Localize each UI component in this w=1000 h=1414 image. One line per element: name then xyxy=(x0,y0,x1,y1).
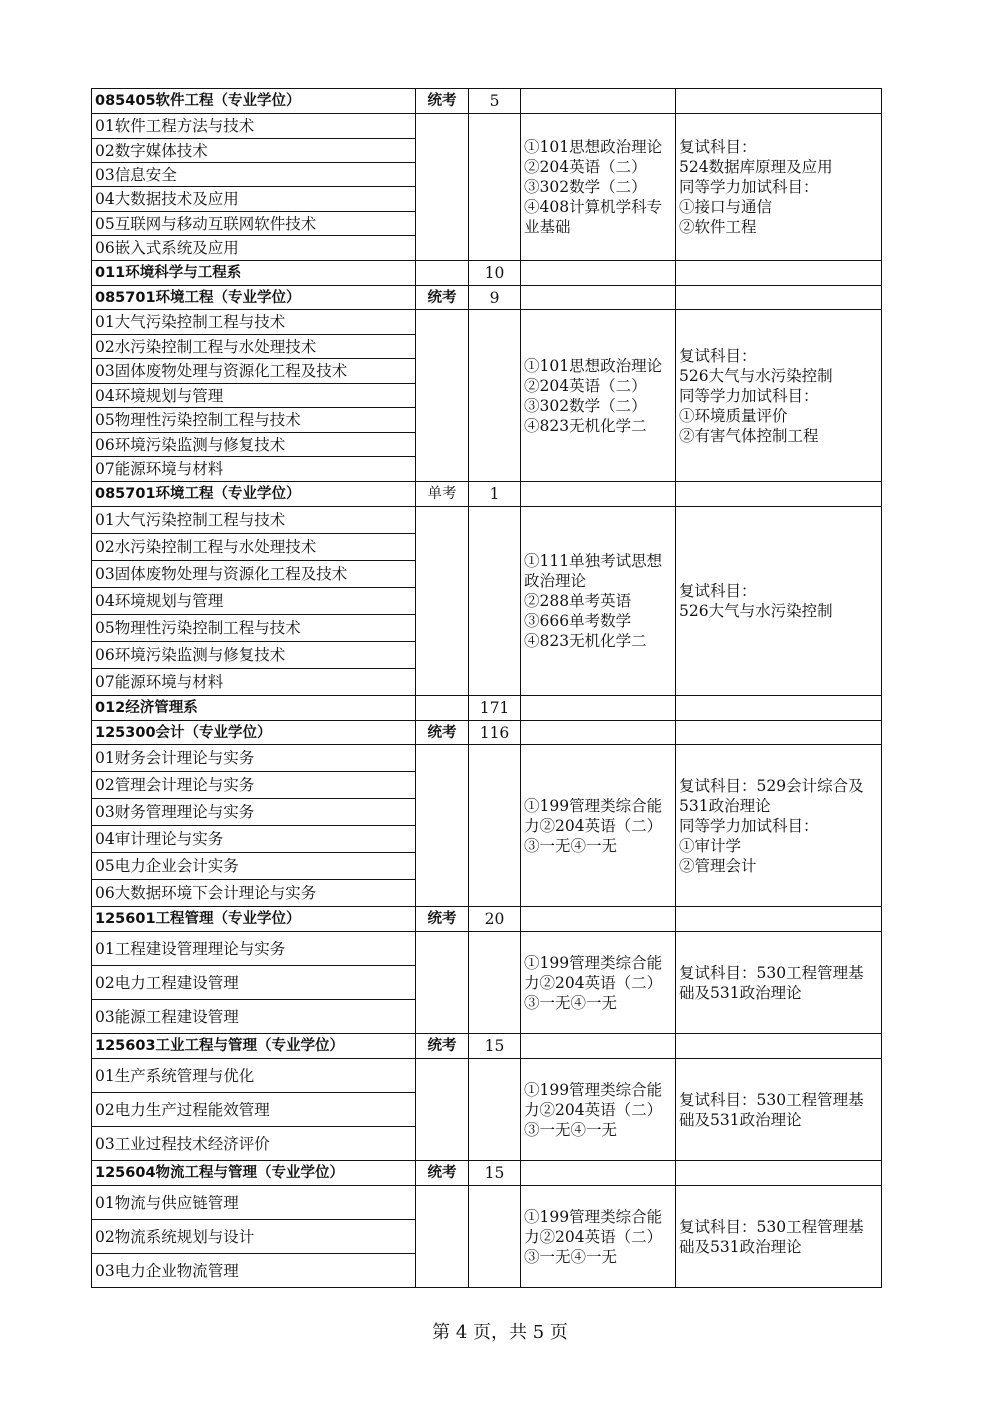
subject-line: 力②204英语（二） xyxy=(524,1100,663,1119)
major-row xyxy=(92,1034,882,1059)
research-direction: 02水污染控制工程与水处理技术 xyxy=(92,335,416,359)
enrollment-count: 10 xyxy=(469,261,521,286)
blank-cell xyxy=(469,507,521,696)
subject-line: ③一无④一无 xyxy=(524,836,618,855)
retest-line: 531政治理论 xyxy=(679,796,771,815)
research-direction: 06环境污染监测与修复技术 xyxy=(92,642,416,669)
research-direction: 06嵌入式系统及应用 xyxy=(92,236,416,261)
exam-type: 统考 xyxy=(416,721,469,745)
subject-line: 力②204英语（二） xyxy=(524,816,663,835)
subject-line: ③一无④一无 xyxy=(524,993,618,1012)
major-row xyxy=(92,286,882,310)
blank-cell xyxy=(416,1059,469,1161)
subject-line: 政治理论 xyxy=(524,572,587,590)
subject-line: ③302数学（二） xyxy=(524,178,647,196)
direction-row xyxy=(92,1186,882,1220)
research-direction: 05互联网与移动互联网软件技术 xyxy=(92,212,416,236)
blank-cell xyxy=(676,1161,882,1186)
research-direction: 01生产系统管理与优化 xyxy=(92,1059,416,1093)
subject-line: ①199管理类综合能 xyxy=(524,796,663,815)
major-name: 125601工程管理（专业学位） xyxy=(92,907,416,932)
blank-cell xyxy=(521,482,676,507)
blank-cell xyxy=(416,1186,469,1288)
blank-cell xyxy=(416,932,469,1034)
blank-cell xyxy=(416,745,469,907)
research-direction: 05物理性污染控制工程与技术 xyxy=(92,615,416,642)
research-direction: 02管理会计理论与实务 xyxy=(92,772,416,799)
retest-line: 复试科目：530工程管理基 xyxy=(679,1217,864,1236)
blank-cell xyxy=(416,310,469,482)
exam-subjects xyxy=(521,114,676,261)
major-name: 125604物流工程与管理（专业学位） xyxy=(92,1161,416,1186)
subject-line: ④823无机化学二 xyxy=(524,416,647,435)
direction-row xyxy=(92,310,882,335)
exam-subjects xyxy=(521,310,676,482)
subject-line: ①111单独考试思想 xyxy=(524,552,663,570)
retest-line: ②管理会计 xyxy=(679,856,757,875)
research-direction: 01物流与供应链管理 xyxy=(92,1186,416,1220)
research-direction: 04环境规划与管理 xyxy=(92,384,416,408)
retest-line: 础及531政治理论 xyxy=(679,1110,802,1129)
blank-cell xyxy=(676,907,882,932)
blank-cell xyxy=(469,114,521,261)
blank-cell xyxy=(469,1059,521,1161)
major-name: 085701环境工程（专业学位） xyxy=(92,286,416,310)
retest-line: ①审计学 xyxy=(679,836,742,855)
subject-line: ②288单考英语 xyxy=(524,592,632,610)
retest-line: 同等学力加试科目： xyxy=(679,386,819,405)
blank-cell xyxy=(416,507,469,696)
retest-line: 复试科目： xyxy=(679,346,757,365)
blank-cell xyxy=(521,721,676,745)
subject-line: ③一无④一无 xyxy=(524,1120,618,1139)
subject-line: ①199管理类综合能 xyxy=(524,953,663,972)
subject-line: ①101思想政治理论 xyxy=(524,356,663,375)
exam-subjects xyxy=(521,1186,676,1288)
enrollment-count: 1 xyxy=(469,482,521,507)
enrollment-count: 5 xyxy=(469,89,521,114)
blank-cell xyxy=(676,482,882,507)
enrollment-catalog-table xyxy=(91,88,882,1288)
major-row xyxy=(92,721,882,745)
blank-cell xyxy=(521,1034,676,1059)
research-direction: 06环境污染监测与修复技术 xyxy=(92,433,416,457)
retest-subjects xyxy=(676,1059,882,1161)
retest-line: 复试科目：530工程管理基 xyxy=(679,963,864,982)
research-direction: 07能源环境与材料 xyxy=(92,457,416,482)
major-name: 085405软件工程（专业学位） xyxy=(92,89,416,114)
retest-line: 复试科目： xyxy=(679,582,757,600)
subject-line: ①101思想政治理论 xyxy=(524,138,663,156)
retest-line: 复试科目：529会计综合及 xyxy=(679,776,864,795)
subject-line: ④408计算机学科专 xyxy=(524,198,663,216)
blank-cell xyxy=(676,721,882,745)
research-direction: 02物流系统规划与设计 xyxy=(92,1220,416,1254)
retest-subjects xyxy=(676,745,882,907)
major-name: 125300会计（专业学位） xyxy=(92,721,416,745)
direction-row xyxy=(92,507,882,534)
research-direction: 03固体废物处理与资源化工程及技术 xyxy=(92,359,416,384)
retest-subjects xyxy=(676,507,882,696)
research-direction: 03电力企业物流管理 xyxy=(92,1254,416,1288)
retest-line: 524数据库原理及应用 xyxy=(679,158,833,176)
retest-subjects xyxy=(676,310,882,482)
enrollment-count: 20 xyxy=(469,907,521,932)
research-direction: 04审计理论与实务 xyxy=(92,826,416,853)
research-direction: 02电力生产过程能效管理 xyxy=(92,1093,416,1127)
blank-cell xyxy=(521,907,676,932)
subject-line: 力②204英语（二） xyxy=(524,1227,663,1246)
research-direction: 01工程建设管理理论与实务 xyxy=(92,932,416,966)
blank-cell xyxy=(469,310,521,482)
research-direction: 04大数据技术及应用 xyxy=(92,187,416,212)
retest-subjects xyxy=(676,932,882,1034)
research-direction: 07能源环境与材料 xyxy=(92,669,416,696)
department-row xyxy=(92,261,882,286)
department-row xyxy=(92,696,882,721)
subject-line: ①199管理类综合能 xyxy=(524,1080,663,1099)
blank-cell xyxy=(469,1186,521,1288)
direction-row xyxy=(92,114,882,139)
blank-cell xyxy=(521,261,676,286)
subject-line: ①199管理类综合能 xyxy=(524,1207,663,1226)
exam-type xyxy=(416,261,469,286)
enrollment-count: 15 xyxy=(469,1034,521,1059)
blank-cell xyxy=(521,286,676,310)
exam-subjects xyxy=(521,507,676,696)
retest-line: ②有害气体控制工程 xyxy=(679,426,819,445)
retest-subjects xyxy=(676,114,882,261)
exam-type: 统考 xyxy=(416,89,469,114)
department-name: 012经济管理系 xyxy=(92,696,416,721)
blank-cell xyxy=(521,1161,676,1186)
research-direction: 02水污染控制工程与水处理技术 xyxy=(92,534,416,561)
blank-cell xyxy=(676,696,882,721)
research-direction: 05物理性污染控制工程与技术 xyxy=(92,408,416,433)
major-name: 125603工业工程与管理（专业学位） xyxy=(92,1034,416,1059)
major-row xyxy=(92,1161,882,1186)
retest-line: ①环境质量评价 xyxy=(679,406,788,425)
research-direction: 01大气污染控制工程与技术 xyxy=(92,310,416,335)
retest-line: 复试科目： xyxy=(679,138,757,156)
direction-row xyxy=(92,745,882,772)
research-direction: 04环境规划与管理 xyxy=(92,588,416,615)
exam-subjects xyxy=(521,745,676,907)
blank-cell xyxy=(521,696,676,721)
department-name: 011环境科学与工程系 xyxy=(92,261,416,286)
subject-line: ②204英语（二） xyxy=(524,376,647,395)
exam-type xyxy=(416,696,469,721)
enrollment-count: 15 xyxy=(469,1161,521,1186)
blank-cell xyxy=(521,89,676,114)
retest-line: 础及531政治理论 xyxy=(679,1237,802,1256)
exam-type: 统考 xyxy=(416,1161,469,1186)
research-direction: 05电力企业会计实务 xyxy=(92,853,416,880)
exam-subjects xyxy=(521,1059,676,1161)
exam-type: 统考 xyxy=(416,907,469,932)
blank-cell xyxy=(416,114,469,261)
exam-type: 统考 xyxy=(416,1034,469,1059)
blank-cell xyxy=(676,261,882,286)
subject-line: ④823无机化学二 xyxy=(524,632,647,650)
retest-line: 526大气与水污染控制 xyxy=(679,366,833,385)
major-row xyxy=(92,89,882,114)
research-direction: 01大气污染控制工程与技术 xyxy=(92,507,416,534)
subject-line: 业基础 xyxy=(524,218,571,236)
research-direction: 03工业过程技术经济评价 xyxy=(92,1127,416,1161)
blank-cell xyxy=(676,89,882,114)
blank-cell xyxy=(676,1034,882,1059)
enrollment-count: 116 xyxy=(469,721,521,745)
retest-line: ①接口与通信 xyxy=(679,198,773,216)
research-direction: 06大数据环境下会计理论与实务 xyxy=(92,880,416,907)
research-direction: 01财务会计理论与实务 xyxy=(92,745,416,772)
subject-line: 力②204英语（二） xyxy=(524,973,663,992)
research-direction: 01软件工程方法与技术 xyxy=(92,114,416,139)
research-direction: 03信息安全 xyxy=(92,163,416,187)
retest-subjects xyxy=(676,1186,882,1288)
subject-line: ③666单考数学 xyxy=(524,612,632,630)
major-row xyxy=(92,482,882,507)
enrollment-count: 171 xyxy=(469,696,521,721)
retest-line: 础及531政治理论 xyxy=(679,983,802,1002)
subject-line: ②204英语（二） xyxy=(524,158,647,176)
direction-row xyxy=(92,932,882,966)
blank-cell xyxy=(469,745,521,907)
major-row xyxy=(92,907,882,932)
retest-line: ②软件工程 xyxy=(679,218,757,236)
retest-line: 复试科目：530工程管理基 xyxy=(679,1090,864,1109)
retest-line: 526大气与水污染控制 xyxy=(679,602,833,620)
research-direction: 02电力工程建设管理 xyxy=(92,966,416,1000)
page-footer: 第 4 页，共 5 页 xyxy=(432,1322,568,1343)
exam-type: 单考 xyxy=(416,482,469,507)
subject-line: ③302数学（二） xyxy=(524,396,647,415)
exam-subjects xyxy=(521,932,676,1034)
blank-cell xyxy=(469,932,521,1034)
research-direction: 03固体废物处理与资源化工程及技术 xyxy=(92,561,416,588)
direction-row xyxy=(92,1059,882,1093)
retest-line: 同等学力加试科目： xyxy=(679,816,819,835)
exam-type: 统考 xyxy=(416,286,469,310)
retest-line: 同等学力加试科目： xyxy=(679,178,819,196)
blank-cell xyxy=(676,286,882,310)
enrollment-count: 9 xyxy=(469,286,521,310)
research-direction: 03财务管理理论与实务 xyxy=(92,799,416,826)
research-direction: 02数字媒体技术 xyxy=(92,139,416,163)
research-direction: 03能源工程建设管理 xyxy=(92,1000,416,1034)
major-name: 085701环境工程（专业学位） xyxy=(92,482,416,507)
subject-line: ③一无④一无 xyxy=(524,1247,618,1266)
